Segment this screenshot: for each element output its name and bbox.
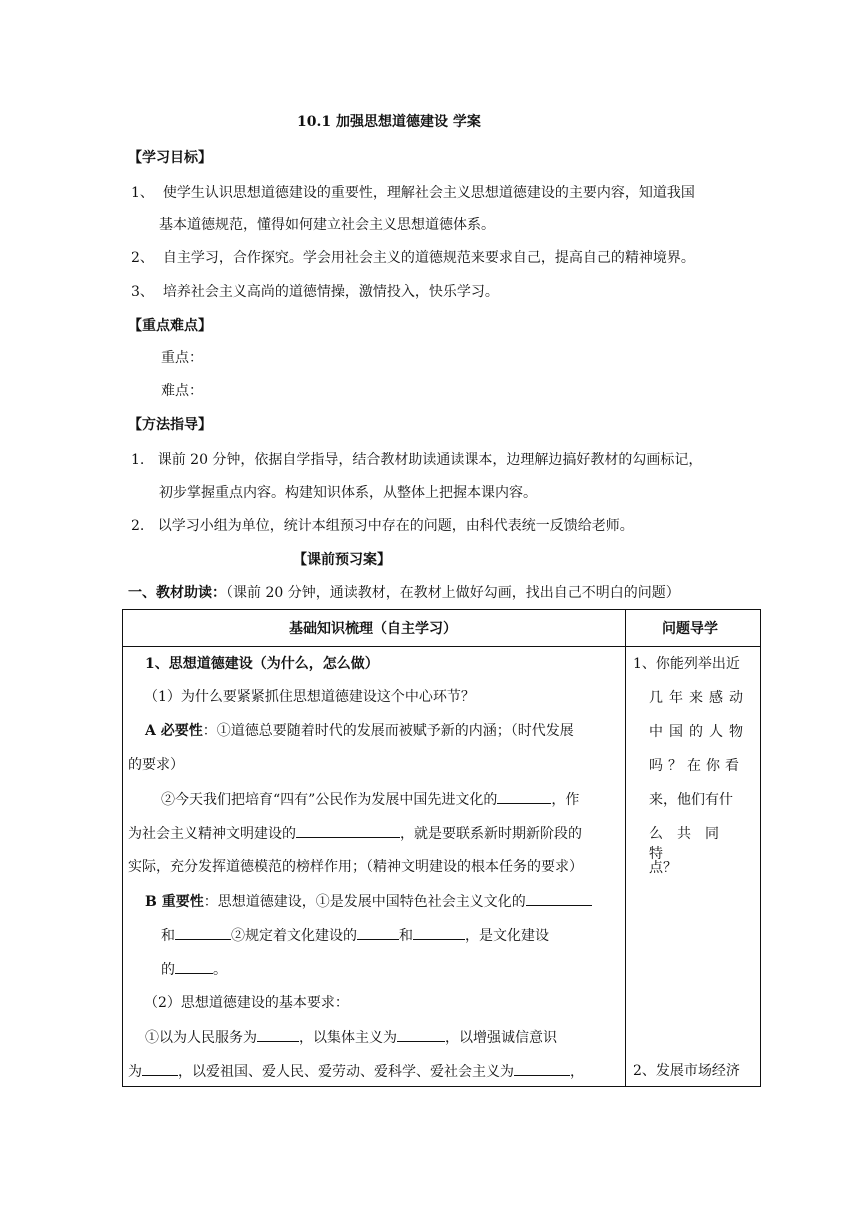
fill-blank[interactable] <box>357 925 399 940</box>
importance-text-2c: 和 <box>399 928 413 944</box>
section-1-title: 1、思想道德建设（为什么，怎么做） <box>145 656 379 672</box>
key-point-label: 重点： <box>161 350 203 366</box>
guide-text: 中国的人物 <box>649 724 749 740</box>
key-points-heading: 【重点难点】 <box>128 318 212 334</box>
requirement-text-2a: 为 <box>128 1064 142 1080</box>
method-item-2 <box>131 516 634 536</box>
importance-text-2b: ②规定着文化建设的 <box>231 928 357 944</box>
importance-text-2a: 和 <box>161 928 175 944</box>
method-num: 2. <box>131 518 145 534</box>
objective-num: 2、 <box>131 250 154 266</box>
guide-text: 1、你能列举出近 <box>633 656 740 672</box>
necessity-label: A 必要性 <box>145 723 203 739</box>
requirement-text-2c: ， <box>570 1064 584 1080</box>
necessity-cont: 的要求） <box>128 757 184 773</box>
importance-text: ：思想道德建设，①是发展中国特色社会主义文化的 <box>203 894 526 910</box>
objective-num: 1、 <box>131 185 154 201</box>
guide-text: 几年来感动 <box>649 690 749 706</box>
fill-blank[interactable] <box>526 891 592 906</box>
importance-label: B 重要性 <box>145 894 204 910</box>
table-header-left: 基础知识梳理（自主学习） <box>289 621 457 637</box>
requirement-text-b: ，以集体主义为 <box>299 1030 397 1046</box>
objective-item-1 <box>131 183 695 203</box>
requirement-line <box>145 1027 557 1048</box>
requirement-text-a: ①以为人民服务为 <box>145 1030 257 1046</box>
guide-line <box>633 756 755 776</box>
reading-text: （课前 20 分钟，通读教材，在教材上做好勾画，找出自己不明白的问题） <box>226 585 680 601</box>
objective-num: 3、 <box>131 284 154 300</box>
method-item-1-cont: 初步掌握重点内容。构建知识体系，从整体上把握本课内容。 <box>159 485 537 501</box>
difficult-point-label: 难点： <box>161 383 203 399</box>
necessity-text-2b: ，作 <box>551 792 580 808</box>
guide-line <box>633 824 755 862</box>
objective-item-3 <box>131 282 499 302</box>
question-1: （1）为什么要紧紧抓住思想道德建设这个中心环节？ <box>144 689 475 705</box>
importance-text-3b: 。 <box>213 962 227 978</box>
table-header-right: 问题导学 <box>662 621 718 637</box>
importance-line-3 <box>161 959 227 980</box>
necessity-text-2a: ②今天我们把培育“四有”公民作为发展中国先进文化的 <box>161 792 498 808</box>
fill-blank[interactable] <box>257 1027 299 1042</box>
necessity-line-3 <box>128 823 582 844</box>
guide-line <box>633 688 755 708</box>
requirement-text-c: ，以增强诚信意识 <box>445 1030 557 1046</box>
guide-text: 么共同特 <box>649 826 733 862</box>
necessity-line-2 <box>161 789 579 810</box>
question-2: （2）思想道德建设的基本要求： <box>144 995 349 1011</box>
fill-blank[interactable] <box>497 789 551 804</box>
method-heading: 【方法指导】 <box>128 417 212 433</box>
guide-question-1 <box>633 654 755 892</box>
objective-text: 使学生认识思想道德建设的重要性，理解社会主义思想道德建设的主要内容，知道我国 <box>162 185 695 201</box>
reading-line <box>128 583 680 603</box>
objective-text: 培养社会主义高尚的道德情操，激情投入，快乐学习。 <box>162 284 499 300</box>
preview-heading: 【课前预习案】 <box>293 552 391 568</box>
requirement-line-2 <box>128 1061 584 1082</box>
fill-blank[interactable] <box>175 925 231 940</box>
method-text: 以学习小组为单位，统计本组预习中存在的问题，由科代表统一反馈给老师。 <box>157 518 634 534</box>
importance-text-2d: ，是文化建设 <box>465 928 549 944</box>
reading-label: 一、教材助读： <box>128 585 226 601</box>
necessity-line <box>145 721 574 741</box>
guide-text: 点？ <box>649 860 677 876</box>
necessity-line-4: 实际，充分发挥道德模范的榜样作用；（精神文明建设的根本任务的要求） <box>128 859 583 875</box>
importance-text-3a: 的 <box>161 962 175 978</box>
document-title: 10.1 加强思想道德建设 学案 <box>297 114 481 130</box>
necessity-text: ：①道德总要随着时代的发展而被赋予新的内涵；（时代发展 <box>202 723 574 739</box>
fill-blank[interactable] <box>175 959 213 974</box>
fill-blank[interactable] <box>413 925 465 940</box>
objective-text: 自主学习，合作探究。学会用社会主义的道德规范来要求自己，提高自己的精神境界。 <box>162 250 695 266</box>
guide-text: 吗？在你看 <box>649 758 744 774</box>
objective-item-2 <box>131 248 695 268</box>
importance-line <box>145 891 592 912</box>
fill-blank[interactable] <box>142 1061 178 1076</box>
fill-blank[interactable] <box>296 823 400 838</box>
guide-line <box>633 790 755 810</box>
guide-line <box>633 722 755 742</box>
guide-line <box>633 654 755 674</box>
fill-blank[interactable] <box>397 1027 445 1042</box>
method-text: 课前 20 分钟，依据自学指导，结合教材助读通读课本，边理解边搞好教材的勾画标记， <box>157 452 703 468</box>
table-header-divider <box>122 646 761 647</box>
guide-text: 来，他们有什 <box>649 792 733 808</box>
fill-blank[interactable] <box>514 1061 570 1076</box>
requirement-text-2b: ，以爱祖国、爱人民、爱劳动、爱科学、爱社会主义为 <box>178 1064 514 1080</box>
guide-line <box>633 858 755 878</box>
table-column-divider <box>625 609 626 1087</box>
guide-question-2: 2、发展市场经济 <box>633 1063 740 1079</box>
necessity-text-3b: ，就是要联系新时期新阶段的 <box>400 826 582 842</box>
importance-line-2 <box>161 925 549 946</box>
method-num: 1. <box>131 452 145 468</box>
objective-item-1-cont: 基本道德规范，懂得如何建立社会主义思想道德体系。 <box>159 217 495 233</box>
method-item-1 <box>131 450 702 470</box>
necessity-text-3a: 为社会主义精神文明建设的 <box>128 826 296 842</box>
objectives-heading: 【学习目标】 <box>128 150 212 166</box>
